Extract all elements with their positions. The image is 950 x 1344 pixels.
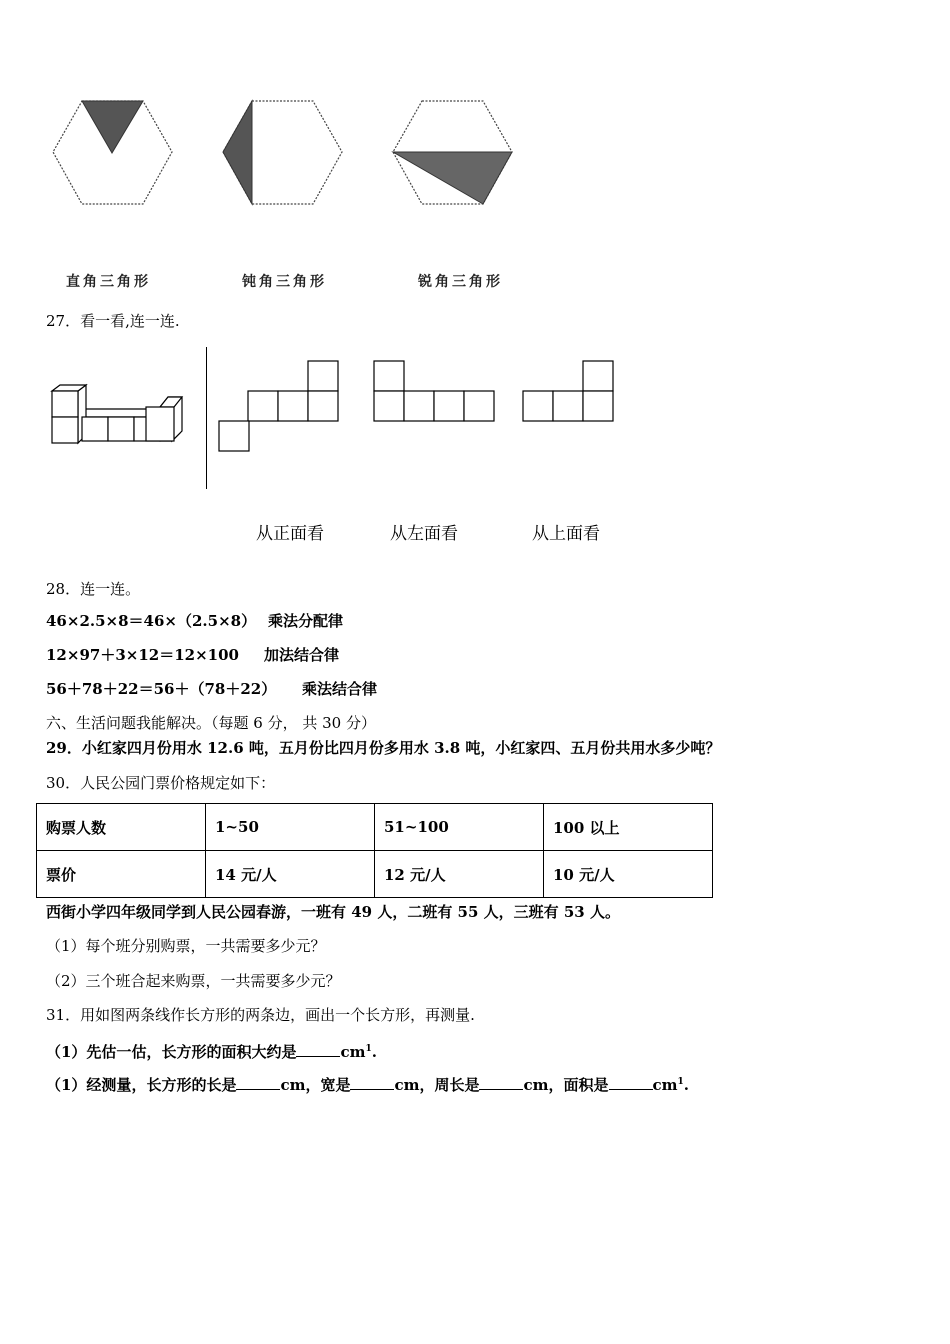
period-text: .	[683, 1076, 690, 1094]
superscript: 1	[365, 1044, 372, 1054]
front-view-shape	[218, 360, 340, 452]
q27-title: 27．看一看,连一连.	[46, 312, 180, 330]
q29-text: 29．小红家四月份用水 12.6 吨，五月份比四月份多用水 3.8 吨，小红家四、五月份共用水多少吨？	[46, 739, 721, 757]
view-label-left: 从左面看	[390, 524, 458, 544]
q28-title: 28．连一连。	[46, 580, 141, 598]
table-cell: 51~100	[375, 804, 544, 851]
q31-sub1-text: （1）先估一估，长方形的面积大约是	[46, 1043, 297, 1061]
table-row	[37, 804, 713, 851]
ticket-price-table	[36, 803, 713, 898]
answer-blank[interactable]	[296, 1042, 340, 1057]
table-cell: 票价	[37, 851, 206, 898]
q28-law-1: 乘法分配律	[268, 612, 344, 630]
unit-text: cm	[652, 1076, 678, 1094]
answer-blank[interactable]	[609, 1075, 653, 1090]
cube-stack-figure	[48, 385, 188, 455]
view-label-front: 从正面看	[256, 524, 324, 544]
q28-law-3: 乘法结合律	[302, 680, 378, 698]
top-view-shape	[522, 360, 616, 422]
unit-text: cm，宽是	[280, 1076, 351, 1094]
unit-text: cm，面积是	[523, 1076, 609, 1094]
q31-subquestion-2	[46, 1073, 689, 1094]
answer-blank[interactable]	[479, 1075, 523, 1090]
vertical-divider-line	[206, 347, 207, 489]
q30-subquestion-1: （1）每个班分别购票，一共需要多少元？	[46, 937, 326, 955]
unit-text: cm	[340, 1043, 366, 1061]
period-text: .	[371, 1043, 377, 1061]
q28-expression-2: 12×97＋3×12＝12×100	[46, 646, 239, 664]
view-label-top: 从上面看	[532, 524, 600, 544]
q31-sub2-text: （1）经测量，长方形的长是	[46, 1076, 237, 1094]
table-cell: 1~50	[206, 804, 375, 851]
unit-text: cm，周长是	[394, 1076, 480, 1094]
q28-law-2: 加法结合律	[264, 646, 340, 664]
hexagon-right-triangle-figure	[50, 98, 175, 208]
table-cell: 购票人数	[37, 804, 206, 851]
q30-description: 西街小学四年级同学到人民公园春游，一班有 49 人，二班有 55 人，三班有 53 人。	[46, 903, 620, 921]
left-view-shape	[373, 360, 497, 422]
table-cell: 10 元/人	[544, 851, 713, 898]
table-cell: 100 以上	[544, 804, 713, 851]
answer-blank[interactable]	[350, 1075, 394, 1090]
section-six-heading: 六、生活问题我能解决。（每题 6 分， 共 30 分）	[46, 714, 376, 732]
q30-title: 30．人民公园门票价格规定如下：	[46, 774, 276, 792]
hexagon-acute-triangle-figure	[390, 98, 515, 208]
hexagon-label-acute: 锐角三角形	[418, 274, 503, 290]
hexagon-label-obtuse: 钝角三角形	[242, 274, 327, 290]
q28-expression-1: 46×2.5×8＝46×（2.5×8）	[46, 612, 257, 630]
table-cell: 14 元/人	[206, 851, 375, 898]
hexagon-obtuse-triangle-figure	[220, 98, 345, 208]
table-cell: 12 元/人	[375, 851, 544, 898]
table-row	[37, 851, 713, 898]
q28-expression-3: 56＋78＋22＝56＋（78＋22）	[46, 680, 277, 698]
q30-subquestion-2: （2）三个班合起来购票，一共需要多少元？	[46, 972, 341, 990]
superscript: 1	[677, 1077, 684, 1087]
hexagon-label-right: 直角三角形	[66, 274, 151, 290]
q31-title: 31．用如图两条线作长方形的两条边，画出一个长方形，再测量.	[46, 1006, 475, 1024]
q31-subquestion-1	[46, 1040, 377, 1061]
answer-blank[interactable]	[236, 1075, 280, 1090]
